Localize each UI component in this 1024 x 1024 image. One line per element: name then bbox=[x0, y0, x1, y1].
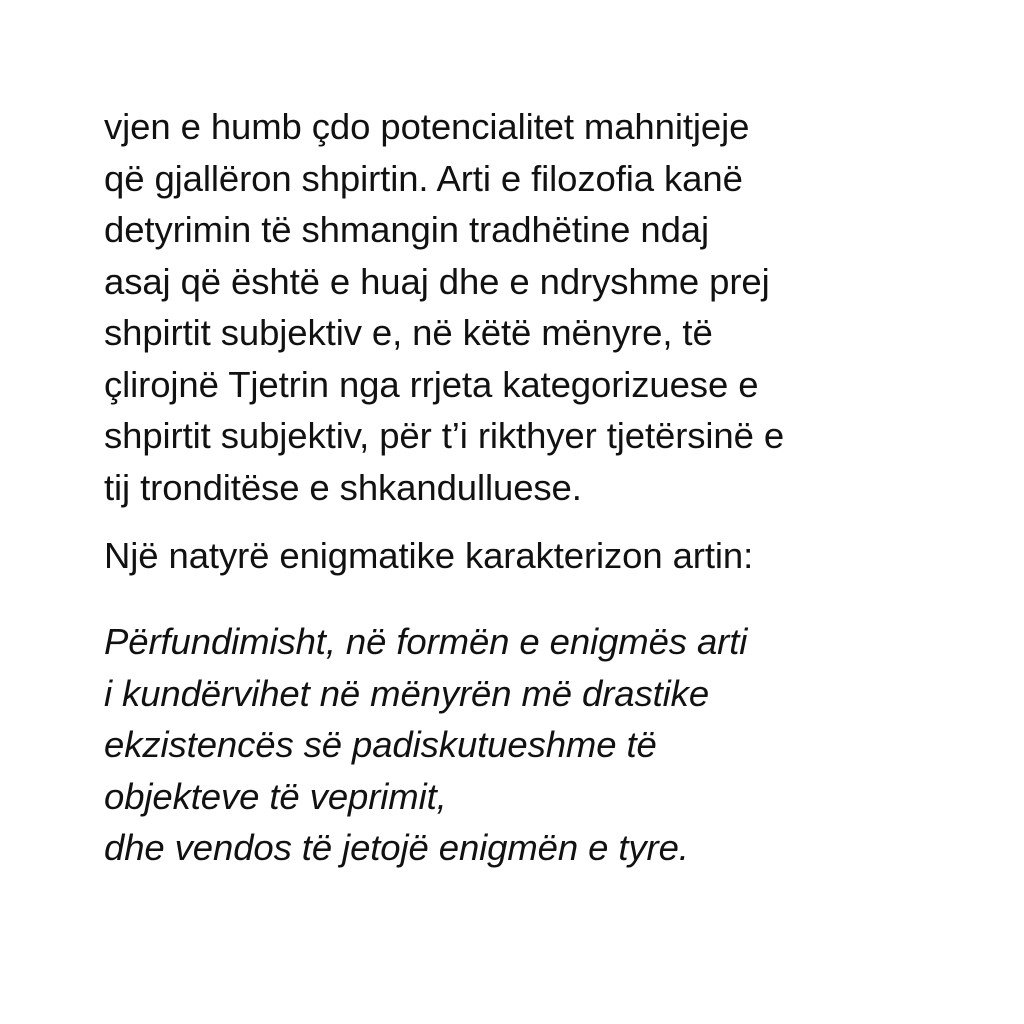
text-line: çlirojnë Tjetrin nga rrjeta kategorizuese e bbox=[104, 363, 759, 405]
text-line: asaj që është e huaj dhe e ndryshme prej bbox=[104, 260, 770, 302]
text-line: tij tronditëse e shkandulluese. bbox=[104, 466, 582, 508]
text-line: që gjallëron shpirtin. Arti e filozofia kanë bbox=[104, 157, 743, 199]
quote-line: ekzistencës së padiskutueshme të bbox=[104, 724, 657, 765]
text-line: detyrimin të shmangin tradhëtine ndaj bbox=[104, 209, 709, 250]
quote-block bbox=[104, 616, 964, 874]
quote-line: i kundërvihet në mënyrën më drastike bbox=[104, 672, 710, 714]
quote-line: dhe vendos të jetojë enigmën e tyre. bbox=[104, 827, 689, 868]
quote-line: objekteve të veprimit, bbox=[104, 775, 447, 817]
quote-line: Përfundimisht, në formën e enigmës arti bbox=[104, 621, 748, 662]
body-paragraph bbox=[104, 101, 964, 513]
intro-paragraph bbox=[104, 530, 964, 582]
text-line: shpirtit subjektiv, për t’i rikthyer tjetërsinë e bbox=[104, 415, 785, 456]
text-line: Një natyrë enigmatike karakterizon artin: bbox=[104, 535, 754, 576]
text-line: shpirtit subjektiv e, në këtë mënyre, të bbox=[104, 312, 713, 353]
text-line: vjen e humb çdo potencialitet mahnitjeje bbox=[104, 106, 750, 147]
